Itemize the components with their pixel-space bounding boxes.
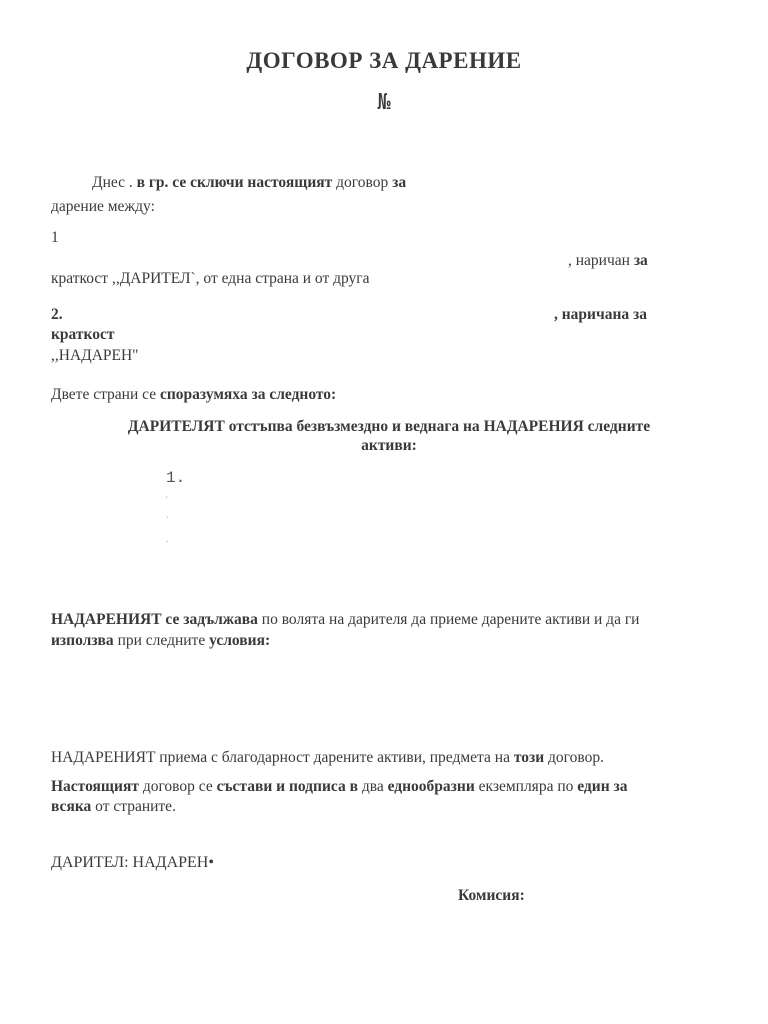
donor-clause-line-1: ДАРИТЕЛЯТ отстъпва безвъзмездно и веднага на НАДАРЕНИЯ следните xyxy=(127,418,651,435)
document-title: ДОГОВОР ЗА ДАРЕНИЕ xyxy=(246,48,522,73)
signatures-line: ДАРИТЕЛ: НАДАРЕН• xyxy=(51,854,214,871)
intro-line-1: Днес . в гр. се сключи настоящият договор за xyxy=(92,174,407,191)
assets-list-mark-3: . xyxy=(166,534,169,544)
agreement-statement: Двете страни се споразумяха за следното: xyxy=(51,386,337,403)
assets-list-mark-2: ` xyxy=(166,515,169,525)
assets-list-item-1: 1. xyxy=(166,469,186,487)
obligation-line-2: използва при следните условия: xyxy=(51,632,271,649)
party1-called: , наричан за xyxy=(568,252,648,269)
contract-number-sign: № xyxy=(377,90,391,115)
final-clause-line-1: Настоящият договор се състави и подписа в два еднообразни екземпляра по един за xyxy=(51,778,628,795)
party2-called: , наричана за xyxy=(554,306,648,323)
party2-short-name: ,,НАДАРЕН" xyxy=(51,347,139,364)
final-clause-line-2: всяка от страните. xyxy=(51,798,176,815)
donor-clause-line-2: активи: xyxy=(361,437,417,454)
party2-line-2: краткост xyxy=(51,326,115,343)
intro-line-2: дарение между: xyxy=(51,198,155,215)
commission-label: Комисия: xyxy=(458,887,525,904)
party1-short-name: краткост ,,ДАРИТЕЛ`, от една страна и от друга xyxy=(51,270,370,287)
obligation-line-1: НАДАРЕНИЯТ се задължава по волята на дарителя да приеме дарените активи и да ги xyxy=(51,611,640,628)
acceptance-statement: НАДАРЕНИЯТ приема с благодарност дарените активи, предмета на този договор. xyxy=(51,749,604,766)
party2-number: 2. xyxy=(51,306,63,323)
assets-list-mark-1: ' xyxy=(166,495,168,505)
party1-number: 1 xyxy=(51,229,59,246)
